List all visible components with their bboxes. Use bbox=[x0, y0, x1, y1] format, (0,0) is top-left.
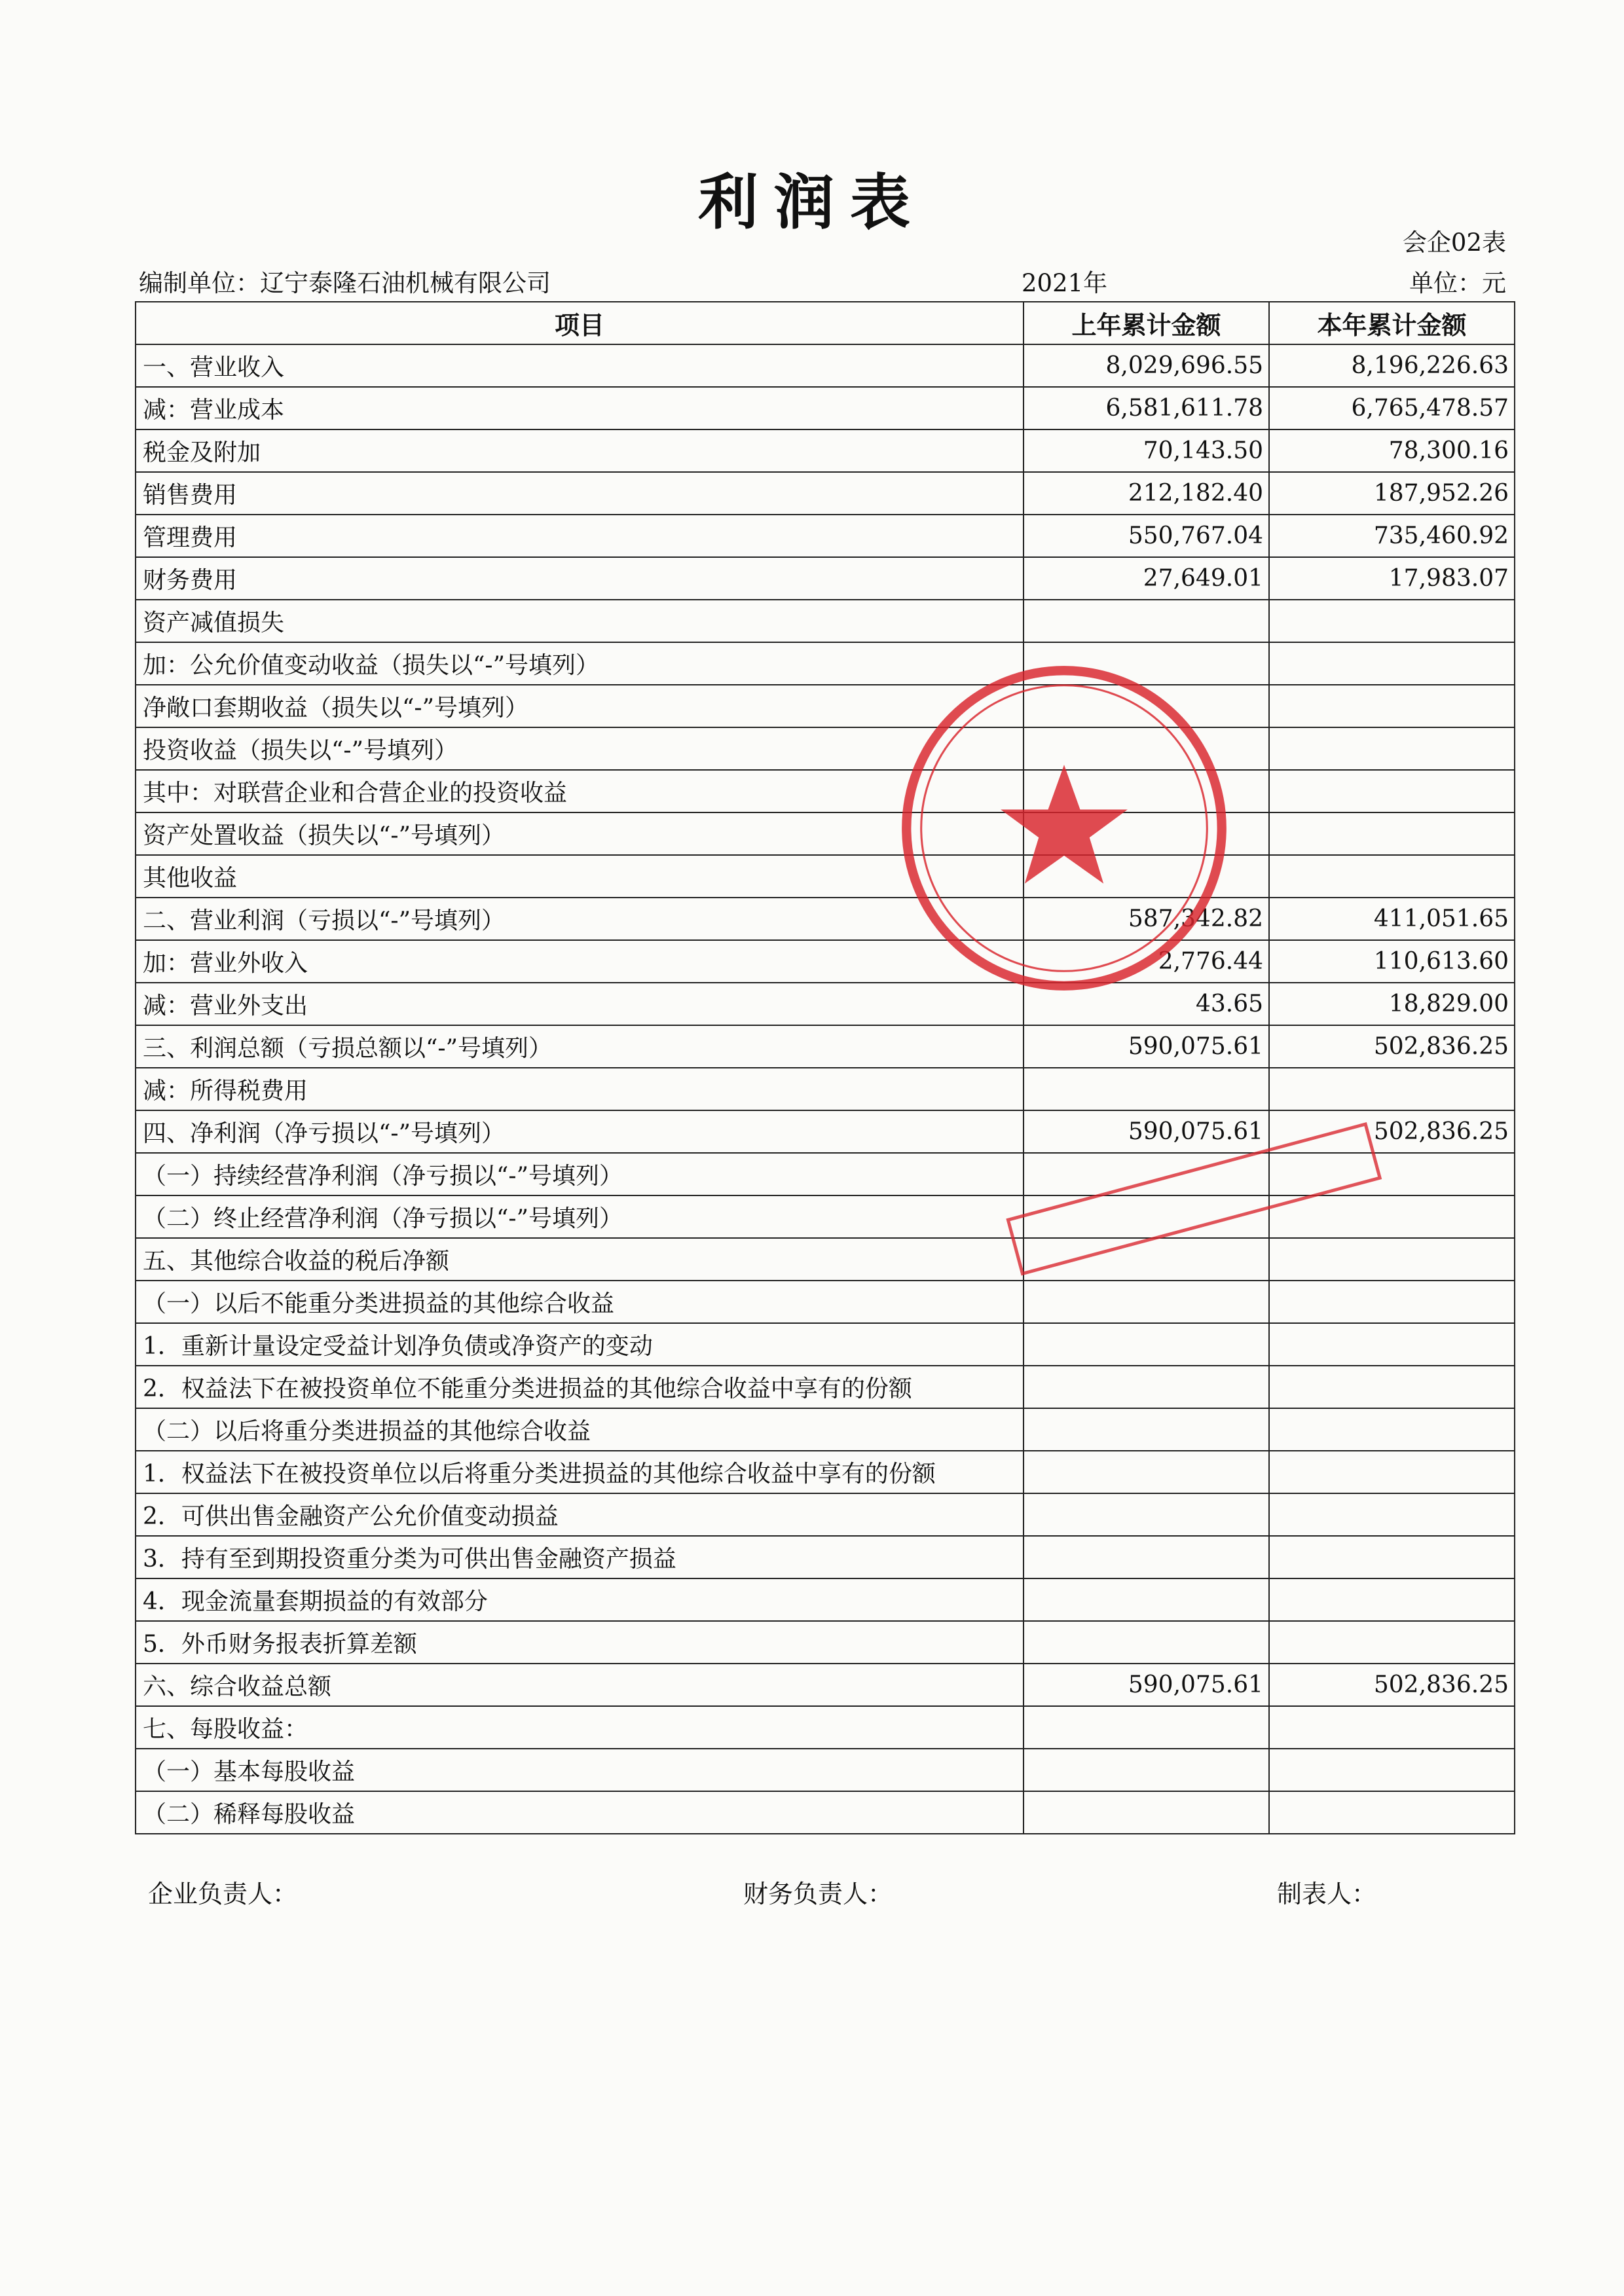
row-item-label: 税金及附加 bbox=[136, 429, 1024, 472]
organization-name: 辽宁泰隆石油机械有限公司 bbox=[260, 269, 551, 297]
row-item-label: 3．持有至到期投资重分类为可供出售金融资产损益 bbox=[136, 1536, 1024, 1578]
row-previous-year-amount: 590,075.61 bbox=[1024, 1664, 1269, 1706]
row-current-year-amount bbox=[1269, 1578, 1515, 1621]
table-row bbox=[136, 642, 1515, 685]
row-item-label: （二）终止经营净利润（净亏损以“-”号填列） bbox=[136, 1195, 1024, 1238]
table-row bbox=[136, 1068, 1515, 1110]
row-current-year-amount: 187,952.26 bbox=[1269, 472, 1515, 515]
row-current-year-amount bbox=[1269, 1749, 1515, 1791]
row-current-year-amount bbox=[1269, 1451, 1515, 1493]
row-item-label: 减：营业成本 bbox=[136, 387, 1024, 429]
row-previous-year-amount bbox=[1024, 855, 1269, 898]
row-previous-year-amount: 590,075.61 bbox=[1024, 1110, 1269, 1153]
column-header-item: 项目 bbox=[136, 302, 1024, 344]
row-previous-year-amount: 590,075.61 bbox=[1024, 1025, 1269, 1068]
table-row bbox=[136, 1791, 1515, 1834]
row-item-label: 5．外币财务报表折算差额 bbox=[136, 1621, 1024, 1664]
row-item-label: 三、利润总额（亏损总额以“-”号填列） bbox=[136, 1025, 1024, 1068]
row-item-label: 五、其他综合收益的税后净额 bbox=[136, 1238, 1024, 1281]
row-item-label: 其他收益 bbox=[136, 855, 1024, 898]
row-current-year-amount bbox=[1269, 770, 1515, 812]
finance-head-signature-label: 财务负责人： bbox=[743, 1880, 893, 1908]
row-previous-year-amount: 2,776.44 bbox=[1024, 940, 1269, 983]
row-item-label: 一、营业收入 bbox=[136, 344, 1024, 387]
row-current-year-amount: 502,836.25 bbox=[1269, 1025, 1515, 1068]
table-row bbox=[136, 685, 1515, 727]
table-row bbox=[136, 727, 1515, 770]
row-item-label: 资产减值损失 bbox=[136, 600, 1024, 642]
table-row bbox=[136, 1621, 1515, 1664]
row-previous-year-amount bbox=[1024, 1536, 1269, 1578]
row-item-label: 七、每股收益： bbox=[136, 1706, 1024, 1749]
table-row bbox=[136, 557, 1515, 600]
row-item-label: 减：营业外支出 bbox=[136, 983, 1024, 1025]
row-previous-year-amount bbox=[1024, 1493, 1269, 1536]
row-current-year-amount bbox=[1269, 1195, 1515, 1238]
table-row bbox=[136, 983, 1515, 1025]
row-previous-year-amount bbox=[1024, 1153, 1269, 1195]
table-row bbox=[136, 1451, 1515, 1493]
row-item-label: （二）稀释每股收益 bbox=[136, 1791, 1024, 1834]
row-current-year-amount bbox=[1269, 1281, 1515, 1323]
row-item-label: 其中：对联营企业和合营企业的投资收益 bbox=[136, 770, 1024, 812]
row-previous-year-amount bbox=[1024, 600, 1269, 642]
row-current-year-amount bbox=[1269, 600, 1515, 642]
table-row bbox=[136, 1578, 1515, 1621]
row-current-year-amount bbox=[1269, 1366, 1515, 1408]
row-current-year-amount bbox=[1269, 1408, 1515, 1451]
row-previous-year-amount: 550,767.04 bbox=[1024, 515, 1269, 557]
row-item-label: 2．权益法下在被投资单位不能重分类进损益的其他综合收益中享有的份额 bbox=[136, 1366, 1024, 1408]
table-row bbox=[136, 1110, 1515, 1153]
row-previous-year-amount bbox=[1024, 1238, 1269, 1281]
row-item-label: 1．重新计量设定受益计划净负债或净资产的变动 bbox=[136, 1323, 1024, 1366]
row-previous-year-amount: 70,143.50 bbox=[1024, 429, 1269, 472]
table-row bbox=[136, 472, 1515, 515]
table-row bbox=[136, 1366, 1515, 1408]
organization-label: 编制单位： bbox=[139, 269, 260, 297]
row-previous-year-amount bbox=[1024, 1366, 1269, 1408]
row-item-label: 2．可供出售金融资产公允价值变动损益 bbox=[136, 1493, 1024, 1536]
table-row bbox=[136, 1706, 1515, 1749]
table-row bbox=[136, 1408, 1515, 1451]
row-previous-year-amount: 8,029,696.55 bbox=[1024, 344, 1269, 387]
table-row bbox=[136, 898, 1515, 940]
row-current-year-amount: 8,196,226.63 bbox=[1269, 344, 1515, 387]
row-current-year-amount bbox=[1269, 642, 1515, 685]
row-current-year-amount bbox=[1269, 685, 1515, 727]
row-previous-year-amount bbox=[1024, 1323, 1269, 1366]
row-previous-year-amount bbox=[1024, 770, 1269, 812]
table-row bbox=[136, 1281, 1515, 1323]
row-current-year-amount bbox=[1269, 727, 1515, 770]
row-item-label: 加：公允价值变动收益（损失以“-”号填列） bbox=[136, 642, 1024, 685]
row-current-year-amount bbox=[1269, 1238, 1515, 1281]
table-row bbox=[136, 600, 1515, 642]
row-current-year-amount bbox=[1269, 1621, 1515, 1664]
row-current-year-amount: 735,460.92 bbox=[1269, 515, 1515, 557]
table-row bbox=[136, 1493, 1515, 1536]
row-previous-year-amount bbox=[1024, 685, 1269, 727]
row-previous-year-amount bbox=[1024, 812, 1269, 855]
row-item-label: 销售费用 bbox=[136, 472, 1024, 515]
row-current-year-amount bbox=[1269, 1323, 1515, 1366]
row-previous-year-amount bbox=[1024, 1706, 1269, 1749]
table-header-row bbox=[136, 302, 1515, 344]
form-code: 会企02表 bbox=[1402, 228, 1506, 257]
table-row bbox=[136, 1664, 1515, 1706]
row-item-label: 二、营业利润（亏损以“-”号填列） bbox=[136, 898, 1024, 940]
table-row bbox=[136, 387, 1515, 429]
row-item-label: 净敞口套期收益（损失以“-”号填列） bbox=[136, 685, 1024, 727]
row-current-year-amount: 411,051.65 bbox=[1269, 898, 1515, 940]
row-previous-year-amount bbox=[1024, 1195, 1269, 1238]
table-row bbox=[136, 344, 1515, 387]
row-item-label: 投资收益（损失以“-”号填列） bbox=[136, 727, 1024, 770]
row-item-label: 管理费用 bbox=[136, 515, 1024, 557]
row-previous-year-amount bbox=[1024, 1578, 1269, 1621]
row-current-year-amount: 17,983.07 bbox=[1269, 557, 1515, 600]
row-previous-year-amount: 6,581,611.78 bbox=[1024, 387, 1269, 429]
row-item-label: 六、综合收益总额 bbox=[136, 1664, 1024, 1706]
row-previous-year-amount bbox=[1024, 1408, 1269, 1451]
table-row bbox=[136, 1195, 1515, 1238]
report-year: 2021年 bbox=[1022, 269, 1108, 297]
row-previous-year-amount: 212,182.40 bbox=[1024, 472, 1269, 515]
table-row bbox=[136, 1153, 1515, 1195]
row-current-year-amount: 18,829.00 bbox=[1269, 983, 1515, 1025]
row-previous-year-amount bbox=[1024, 642, 1269, 685]
table-row bbox=[136, 1323, 1515, 1366]
row-previous-year-amount bbox=[1024, 727, 1269, 770]
row-previous-year-amount bbox=[1024, 1068, 1269, 1110]
table-row bbox=[136, 770, 1515, 812]
column-header-current-year: 本年累计金额 bbox=[1269, 302, 1515, 344]
row-current-year-amount bbox=[1269, 812, 1515, 855]
row-item-label: 财务费用 bbox=[136, 557, 1024, 600]
preparer-signature-label: 制表人： bbox=[1277, 1880, 1377, 1908]
row-item-label: 四、净利润（净亏损以“-”号填列） bbox=[136, 1110, 1024, 1153]
row-item-label: （二）以后将重分类进损益的其他综合收益 bbox=[136, 1408, 1024, 1451]
row-current-year-amount bbox=[1269, 1706, 1515, 1749]
row-item-label: 1．权益法下在被投资单位以后将重分类进损益的其他综合收益中享有的份额 bbox=[136, 1451, 1024, 1493]
company-head-signature-label: 企业负责人： bbox=[148, 1880, 298, 1908]
row-current-year-amount: 502,836.25 bbox=[1269, 1664, 1515, 1706]
row-item-label: （一）持续经营净利润（净亏损以“-”号填列） bbox=[136, 1153, 1024, 1195]
table-row bbox=[136, 855, 1515, 898]
row-previous-year-amount: 27,649.01 bbox=[1024, 557, 1269, 600]
page-title: 利润表 bbox=[697, 167, 926, 238]
row-item-label: （一）以后不能重分类进损益的其他综合收益 bbox=[136, 1281, 1024, 1323]
row-current-year-amount bbox=[1269, 855, 1515, 898]
row-current-year-amount: 78,300.16 bbox=[1269, 429, 1515, 472]
row-current-year-amount bbox=[1269, 1068, 1515, 1110]
row-item-label: （一）基本每股收益 bbox=[136, 1749, 1024, 1791]
row-item-label: 4．现金流量套期损益的有效部分 bbox=[136, 1578, 1024, 1621]
row-current-year-amount bbox=[1269, 1493, 1515, 1536]
row-current-year-amount: 6,765,478.57 bbox=[1269, 387, 1515, 429]
row-item-label: 减：所得税费用 bbox=[136, 1068, 1024, 1110]
table-row bbox=[136, 1536, 1515, 1578]
table-row bbox=[136, 429, 1515, 472]
table-row bbox=[136, 940, 1515, 983]
table-body bbox=[136, 344, 1515, 1834]
income-statement-table bbox=[135, 301, 1515, 1834]
row-item-label: 资产处置收益（损失以“-”号填列） bbox=[136, 812, 1024, 855]
table-row bbox=[136, 1749, 1515, 1791]
row-current-year-amount: 110,613.60 bbox=[1269, 940, 1515, 983]
column-header-previous-year: 上年累计金额 bbox=[1024, 302, 1269, 344]
row-current-year-amount bbox=[1269, 1791, 1515, 1834]
table-row bbox=[136, 515, 1515, 557]
row-previous-year-amount bbox=[1024, 1749, 1269, 1791]
row-current-year-amount bbox=[1269, 1153, 1515, 1195]
row-previous-year-amount: 587,342.82 bbox=[1024, 898, 1269, 940]
row-item-label: 加：营业外收入 bbox=[136, 940, 1024, 983]
row-previous-year-amount bbox=[1024, 1451, 1269, 1493]
organization-line bbox=[139, 263, 551, 299]
table-row bbox=[136, 1238, 1515, 1281]
currency-unit: 单位：元 bbox=[1409, 269, 1506, 297]
row-previous-year-amount bbox=[1024, 1281, 1269, 1323]
row-previous-year-amount: 43.65 bbox=[1024, 983, 1269, 1025]
table-row bbox=[136, 812, 1515, 855]
row-current-year-amount: 502,836.25 bbox=[1269, 1110, 1515, 1153]
row-current-year-amount bbox=[1269, 1536, 1515, 1578]
row-previous-year-amount bbox=[1024, 1621, 1269, 1664]
row-previous-year-amount bbox=[1024, 1791, 1269, 1834]
table-row bbox=[136, 1025, 1515, 1068]
